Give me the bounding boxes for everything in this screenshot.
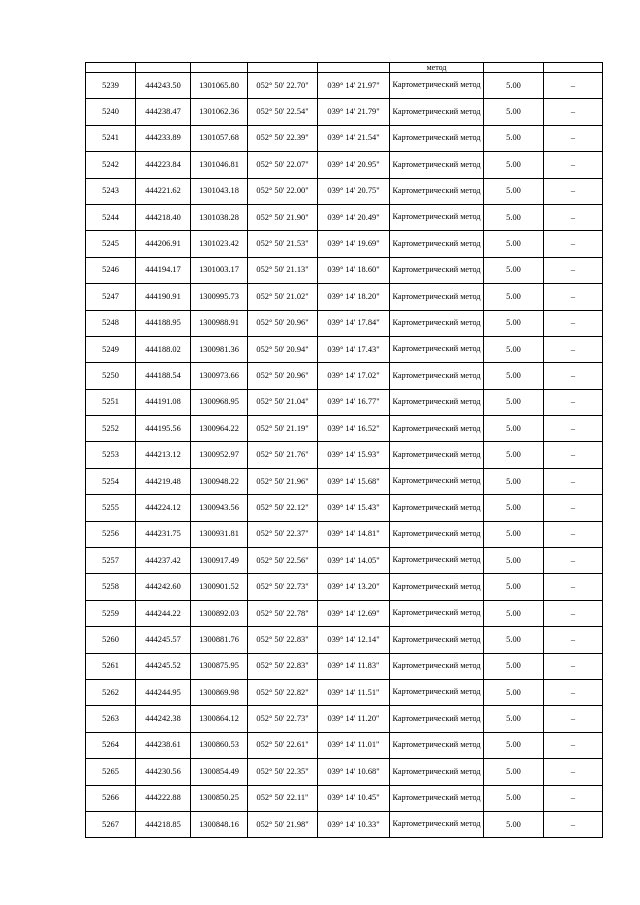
cell-x-coordinate: 444195.56 bbox=[136, 416, 191, 442]
cell-method: Картометрический метод bbox=[390, 125, 484, 151]
cell-latitude: 052° 50' 22.61" bbox=[248, 732, 318, 758]
table-row bbox=[86, 679, 603, 705]
cell-point-number: 5260 bbox=[86, 627, 136, 653]
table-body bbox=[86, 63, 603, 838]
cell-x-coordinate: 444244.22 bbox=[136, 600, 191, 626]
cell-y-coordinate: 1300973.66 bbox=[191, 363, 248, 389]
cell-accuracy: 5.00 bbox=[484, 785, 544, 811]
cell-latitude: 052° 50' 22.70" bbox=[248, 73, 318, 99]
cell-y-coordinate: 1300948.22 bbox=[191, 468, 248, 494]
cell-accuracy: 5.00 bbox=[484, 73, 544, 99]
cell-accuracy: 5.00 bbox=[484, 653, 544, 679]
cell-longitude: 039° 14' 21.54" bbox=[318, 125, 390, 151]
cell-point-number: 5243 bbox=[86, 178, 136, 204]
cell-point-number: 5258 bbox=[86, 574, 136, 600]
cell-point-number: 5239 bbox=[86, 73, 136, 99]
cell-accuracy: 5.00 bbox=[484, 468, 544, 494]
cell-longitude: 039° 14' 10.33" bbox=[318, 811, 390, 837]
cell-latitude: 052° 50' 22.11" bbox=[248, 785, 318, 811]
cell-x-coordinate: 444188.54 bbox=[136, 363, 191, 389]
cell-point-number: 5245 bbox=[86, 231, 136, 257]
cell-point-number: 5246 bbox=[86, 257, 136, 283]
cell-point-number: 5264 bbox=[86, 732, 136, 758]
cell-point-number: 5249 bbox=[86, 336, 136, 362]
cell-longitude: 039° 14' 21.79" bbox=[318, 99, 390, 125]
table-row bbox=[86, 495, 603, 521]
cell-accuracy: 5.00 bbox=[484, 204, 544, 230]
cell-point-number: 5257 bbox=[86, 548, 136, 574]
cell-x-coordinate: 444243.50 bbox=[136, 73, 191, 99]
cell-y-coordinate: 1300988.91 bbox=[191, 310, 248, 336]
cell-x-coordinate: 444245.52 bbox=[136, 653, 191, 679]
cell-x-coordinate: 444242.60 bbox=[136, 574, 191, 600]
cell-y-coordinate: 1300848.16 bbox=[191, 811, 248, 837]
cell-point-number: 5262 bbox=[86, 679, 136, 705]
cell-note: – bbox=[544, 99, 603, 125]
cell-longitude: 039° 14' 16.52" bbox=[318, 416, 390, 442]
table-row bbox=[86, 310, 603, 336]
cell-y-coordinate: 1300881.76 bbox=[191, 627, 248, 653]
cell-note: – bbox=[544, 574, 603, 600]
cell-accuracy: 5.00 bbox=[484, 336, 544, 362]
cell-note: – bbox=[544, 627, 603, 653]
table-row bbox=[86, 152, 603, 178]
cell-note: – bbox=[544, 257, 603, 283]
cell-y-coordinate: 1300943.56 bbox=[191, 495, 248, 521]
table-row bbox=[86, 600, 603, 626]
cell-method: Картометрический метод bbox=[390, 759, 484, 785]
cell-point-number: 5266 bbox=[86, 785, 136, 811]
cell-method: Картометрический метод bbox=[390, 468, 484, 494]
cell-note: – bbox=[544, 759, 603, 785]
cell-point-number: 5242 bbox=[86, 152, 136, 178]
cell-accuracy: 5.00 bbox=[484, 284, 544, 310]
table-row-continuation bbox=[86, 63, 603, 73]
cell-y-coordinate: 1300864.12 bbox=[191, 706, 248, 732]
cell-longitude: 039° 14' 20.49" bbox=[318, 204, 390, 230]
cell-x-coordinate: 444221.62 bbox=[136, 178, 191, 204]
cell-latitude: 052° 50' 22.12" bbox=[248, 495, 318, 521]
cell-longitude: 039° 14' 14.05" bbox=[318, 548, 390, 574]
cell-point-number: 5254 bbox=[86, 468, 136, 494]
cell-point-number: 5251 bbox=[86, 389, 136, 415]
table-row bbox=[86, 99, 603, 125]
cell-accuracy: 5.00 bbox=[484, 706, 544, 732]
table-row bbox=[86, 574, 603, 600]
table-row bbox=[86, 732, 603, 758]
cell-method: Картометрический метод bbox=[390, 548, 484, 574]
cell-accuracy: 5.00 bbox=[484, 679, 544, 705]
cell-latitude: 052° 50' 22.73" bbox=[248, 574, 318, 600]
cell-x-coordinate: 444242.38 bbox=[136, 706, 191, 732]
cell-y-coordinate: 1300964.22 bbox=[191, 416, 248, 442]
cell-point-number: 5261 bbox=[86, 653, 136, 679]
cell-empty bbox=[544, 63, 603, 73]
cell-longitude: 039° 14' 18.20" bbox=[318, 284, 390, 310]
cell-accuracy: 5.00 bbox=[484, 442, 544, 468]
cell-y-coordinate: 1300917.49 bbox=[191, 548, 248, 574]
cell-empty bbox=[191, 63, 248, 73]
cell-y-coordinate: 1300952.97 bbox=[191, 442, 248, 468]
cell-y-coordinate: 1300854.49 bbox=[191, 759, 248, 785]
table-row bbox=[86, 73, 603, 99]
cell-x-coordinate: 444238.61 bbox=[136, 732, 191, 758]
cell-longitude: 039° 14' 10.45" bbox=[318, 785, 390, 811]
cell-longitude: 039° 14' 17.84" bbox=[318, 310, 390, 336]
cell-longitude: 039° 14' 12.69" bbox=[318, 600, 390, 626]
cell-empty bbox=[318, 63, 390, 73]
cell-note: – bbox=[544, 284, 603, 310]
table-row bbox=[86, 389, 603, 415]
cell-latitude: 052° 50' 21.53" bbox=[248, 231, 318, 257]
cell-note: – bbox=[544, 231, 603, 257]
cell-accuracy: 5.00 bbox=[484, 521, 544, 547]
cell-accuracy: 5.00 bbox=[484, 548, 544, 574]
cell-note: – bbox=[544, 706, 603, 732]
cell-note: – bbox=[544, 152, 603, 178]
cell-note: – bbox=[544, 468, 603, 494]
cell-longitude: 039° 14' 13.20" bbox=[318, 574, 390, 600]
cell-method: Картометрический метод bbox=[390, 653, 484, 679]
table-row bbox=[86, 548, 603, 574]
cell-x-coordinate: 444224.12 bbox=[136, 495, 191, 521]
cell-accuracy: 5.00 bbox=[484, 99, 544, 125]
cell-longitude: 039° 14' 15.68" bbox=[318, 468, 390, 494]
cell-longitude: 039° 14' 17.43" bbox=[318, 336, 390, 362]
cell-y-coordinate: 1300981.36 bbox=[191, 336, 248, 362]
cell-x-coordinate: 444213.12 bbox=[136, 442, 191, 468]
cell-point-number: 5250 bbox=[86, 363, 136, 389]
cell-latitude: 052° 50' 22.39" bbox=[248, 125, 318, 151]
cell-y-coordinate: 1300995.73 bbox=[191, 284, 248, 310]
cell-longitude: 039° 14' 10.68" bbox=[318, 759, 390, 785]
cell-method: Картометрический метод bbox=[390, 732, 484, 758]
cell-longitude: 039° 14' 11.83" bbox=[318, 653, 390, 679]
cell-y-coordinate: 1301023.42 bbox=[191, 231, 248, 257]
cell-note: – bbox=[544, 178, 603, 204]
cell-point-number: 5267 bbox=[86, 811, 136, 837]
table-row bbox=[86, 468, 603, 494]
cell-point-number: 5256 bbox=[86, 521, 136, 547]
cell-note: – bbox=[544, 416, 603, 442]
cell-latitude: 052° 50' 22.56" bbox=[248, 548, 318, 574]
cell-x-coordinate: 444194.17 bbox=[136, 257, 191, 283]
table-row bbox=[86, 204, 603, 230]
cell-y-coordinate: 1301046.81 bbox=[191, 152, 248, 178]
cell-latitude: 052° 50' 22.83" bbox=[248, 627, 318, 653]
cell-point-number: 5259 bbox=[86, 600, 136, 626]
cell-note: – bbox=[544, 495, 603, 521]
cell-accuracy: 5.00 bbox=[484, 416, 544, 442]
cell-point-number: 5253 bbox=[86, 442, 136, 468]
cell-accuracy: 5.00 bbox=[484, 363, 544, 389]
cell-longitude: 039° 14' 11.20" bbox=[318, 706, 390, 732]
cell-method: Картометрический метод bbox=[390, 363, 484, 389]
table-row bbox=[86, 178, 603, 204]
cell-point-number: 5248 bbox=[86, 310, 136, 336]
cell-x-coordinate: 444238.47 bbox=[136, 99, 191, 125]
cell-method: Картометрический метод bbox=[390, 310, 484, 336]
table-row bbox=[86, 231, 603, 257]
cell-longitude: 039° 14' 18.60" bbox=[318, 257, 390, 283]
table-row bbox=[86, 284, 603, 310]
cell-longitude: 039° 14' 12.14" bbox=[318, 627, 390, 653]
cell-y-coordinate: 1300968.95 bbox=[191, 389, 248, 415]
table-row bbox=[86, 125, 603, 151]
cell-note: – bbox=[544, 125, 603, 151]
cell-y-coordinate: 1300931.81 bbox=[191, 521, 248, 547]
cell-note: – bbox=[544, 310, 603, 336]
cell-y-coordinate: 1301038.28 bbox=[191, 204, 248, 230]
cell-y-coordinate: 1301043.18 bbox=[191, 178, 248, 204]
cell-latitude: 052° 50' 22.37" bbox=[248, 521, 318, 547]
cell-accuracy: 5.00 bbox=[484, 389, 544, 415]
cell-note: – bbox=[544, 548, 603, 574]
cell-method: Картометрический метод bbox=[390, 811, 484, 837]
cell-point-number: 5252 bbox=[86, 416, 136, 442]
cell-x-coordinate: 444218.40 bbox=[136, 204, 191, 230]
cell-method: Картометрический метод bbox=[390, 99, 484, 125]
cell-method: Картометрический метод bbox=[390, 178, 484, 204]
cell-method: Картометрический метод bbox=[390, 389, 484, 415]
cell-latitude: 052° 50' 20.96" bbox=[248, 363, 318, 389]
cell-x-coordinate: 444190.91 bbox=[136, 284, 191, 310]
cell-accuracy: 5.00 bbox=[484, 574, 544, 600]
cell-accuracy: 5.00 bbox=[484, 811, 544, 837]
cell-latitude: 052° 50' 20.94" bbox=[248, 336, 318, 362]
cell-accuracy: 5.00 bbox=[484, 152, 544, 178]
table-row bbox=[86, 521, 603, 547]
cell-latitude: 052° 50' 22.07" bbox=[248, 152, 318, 178]
table-row bbox=[86, 257, 603, 283]
table-row bbox=[86, 706, 603, 732]
cell-y-coordinate: 1301062.36 bbox=[191, 99, 248, 125]
cell-latitude: 052° 50' 21.90" bbox=[248, 204, 318, 230]
cell-x-coordinate: 444222.88 bbox=[136, 785, 191, 811]
cell-y-coordinate: 1300850.25 bbox=[191, 785, 248, 811]
cell-y-coordinate: 1301003.17 bbox=[191, 257, 248, 283]
cell-x-coordinate: 444233.89 bbox=[136, 125, 191, 151]
cell-accuracy: 5.00 bbox=[484, 310, 544, 336]
cell-longitude: 039° 14' 19.69" bbox=[318, 231, 390, 257]
cell-method: Картометрический метод bbox=[390, 495, 484, 521]
cell-latitude: 052° 50' 22.78" bbox=[248, 600, 318, 626]
cell-accuracy: 5.00 bbox=[484, 231, 544, 257]
cell-method: Картометрический метод bbox=[390, 706, 484, 732]
cell-point-number: 5265 bbox=[86, 759, 136, 785]
cell-empty bbox=[248, 63, 318, 73]
cell-note: – bbox=[544, 785, 603, 811]
cell-x-coordinate: 444206.91 bbox=[136, 231, 191, 257]
table-row bbox=[86, 336, 603, 362]
cell-method: Картометрический метод bbox=[390, 442, 484, 468]
cell-method: Картометрический метод bbox=[390, 73, 484, 99]
cell-y-coordinate: 1300901.52 bbox=[191, 574, 248, 600]
cell-latitude: 052° 50' 21.02" bbox=[248, 284, 318, 310]
cell-method: Картометрический метод bbox=[390, 231, 484, 257]
cell-longitude: 039° 14' 20.95" bbox=[318, 152, 390, 178]
cell-accuracy: 5.00 bbox=[484, 495, 544, 521]
cell-y-coordinate: 1300869.98 bbox=[191, 679, 248, 705]
cell-longitude: 039° 14' 15.43" bbox=[318, 495, 390, 521]
cell-x-coordinate: 444219.48 bbox=[136, 468, 191, 494]
cell-note: – bbox=[544, 811, 603, 837]
cell-point-number: 5247 bbox=[86, 284, 136, 310]
cell-note: – bbox=[544, 389, 603, 415]
cell-longitude: 039° 14' 15.93" bbox=[318, 442, 390, 468]
cell-note: – bbox=[544, 521, 603, 547]
cell-longitude: 039° 14' 16.77" bbox=[318, 389, 390, 415]
cell-empty bbox=[86, 63, 136, 73]
cell-accuracy: 5.00 bbox=[484, 600, 544, 626]
cell-x-coordinate: 444223.84 bbox=[136, 152, 191, 178]
cell-x-coordinate: 444231.75 bbox=[136, 521, 191, 547]
table-row bbox=[86, 653, 603, 679]
cell-method: Картометрический метод bbox=[390, 679, 484, 705]
cell-point-number: 5240 bbox=[86, 99, 136, 125]
cell-latitude: 052° 50' 22.73" bbox=[248, 706, 318, 732]
cell-method: Картометрический метод bbox=[390, 284, 484, 310]
cell-accuracy: 5.00 bbox=[484, 257, 544, 283]
cell-x-coordinate: 444245.57 bbox=[136, 627, 191, 653]
cell-y-coordinate: 1300875.95 bbox=[191, 653, 248, 679]
cell-note: – bbox=[544, 336, 603, 362]
cell-method: Картометрический метод bbox=[390, 204, 484, 230]
cell-note: – bbox=[544, 732, 603, 758]
cell-note: – bbox=[544, 363, 603, 389]
cell-latitude: 052° 50' 21.76" bbox=[248, 442, 318, 468]
cell-method: Картометрический метод bbox=[390, 574, 484, 600]
cell-method: Картометрический метод bbox=[390, 257, 484, 283]
cell-point-number: 5255 bbox=[86, 495, 136, 521]
cell-x-coordinate: 444237.42 bbox=[136, 548, 191, 574]
cell-x-coordinate: 444191.08 bbox=[136, 389, 191, 415]
cell-latitude: 052° 50' 22.83" bbox=[248, 653, 318, 679]
table-row bbox=[86, 785, 603, 811]
cell-latitude: 052° 50' 21.04" bbox=[248, 389, 318, 415]
cell-latitude: 052° 50' 22.35" bbox=[248, 759, 318, 785]
cell-x-coordinate: 444230.56 bbox=[136, 759, 191, 785]
cell-y-coordinate: 1300892.03 bbox=[191, 600, 248, 626]
cell-point-number: 5263 bbox=[86, 706, 136, 732]
cell-latitude: 052° 50' 20.96" bbox=[248, 310, 318, 336]
cell-x-coordinate: 444188.02 bbox=[136, 336, 191, 362]
cell-y-coordinate: 1301057.68 bbox=[191, 125, 248, 151]
coordinates-table bbox=[85, 62, 603, 838]
cell-note: – bbox=[544, 204, 603, 230]
cell-empty bbox=[484, 63, 544, 73]
cell-longitude: 039° 14' 17.02" bbox=[318, 363, 390, 389]
table-row bbox=[86, 363, 603, 389]
table-row bbox=[86, 811, 603, 837]
cell-latitude: 052° 50' 21.19" bbox=[248, 416, 318, 442]
cell-note: – bbox=[544, 600, 603, 626]
cell-method: Картометрический метод bbox=[390, 785, 484, 811]
cell-point-number: 5244 bbox=[86, 204, 136, 230]
cell-longitude: 039° 14' 14.81" bbox=[318, 521, 390, 547]
cell-x-coordinate: 444218.85 bbox=[136, 811, 191, 837]
cell-latitude: 052° 50' 21.96" bbox=[248, 468, 318, 494]
table-row bbox=[86, 442, 603, 468]
cell-accuracy: 5.00 bbox=[484, 732, 544, 758]
cell-accuracy: 5.00 bbox=[484, 178, 544, 204]
cell-note: – bbox=[544, 679, 603, 705]
cell-method: Картометрический метод bbox=[390, 600, 484, 626]
table-row bbox=[86, 416, 603, 442]
cell-accuracy: 5.00 bbox=[484, 125, 544, 151]
cell-y-coordinate: 1301065.80 bbox=[191, 73, 248, 99]
cell-note: – bbox=[544, 442, 603, 468]
cell-x-coordinate: 444188.95 bbox=[136, 310, 191, 336]
cell-longitude: 039° 14' 20.75" bbox=[318, 178, 390, 204]
table-row bbox=[86, 759, 603, 785]
cell-latitude: 052° 50' 21.98" bbox=[248, 811, 318, 837]
cell-longitude: 039° 14' 11.51" bbox=[318, 679, 390, 705]
cell-point-number: 5241 bbox=[86, 125, 136, 151]
cell-empty bbox=[136, 63, 191, 73]
cell-latitude: 052° 50' 22.54" bbox=[248, 99, 318, 125]
cell-method: Картометрический метод bbox=[390, 416, 484, 442]
cell-latitude: 052° 50' 22.00" bbox=[248, 178, 318, 204]
cell-longitude: 039° 14' 11.01" bbox=[318, 732, 390, 758]
cell-longitude: 039° 14' 21.97" bbox=[318, 73, 390, 99]
cell-accuracy: 5.00 bbox=[484, 627, 544, 653]
cell-note: – bbox=[544, 653, 603, 679]
cell-y-coordinate: 1300860.53 bbox=[191, 732, 248, 758]
cell-x-coordinate: 444244.95 bbox=[136, 679, 191, 705]
cell-latitude: 052° 50' 21.13" bbox=[248, 257, 318, 283]
cell-method: Картометрический метод bbox=[390, 152, 484, 178]
cell-method: Картометрический метод bbox=[390, 336, 484, 362]
cell-latitude: 052° 50' 22.82" bbox=[248, 679, 318, 705]
table-row bbox=[86, 627, 603, 653]
cell-accuracy: 5.00 bbox=[484, 759, 544, 785]
cell-method-continuation: метод bbox=[390, 63, 484, 73]
cell-method: Картометрический метод bbox=[390, 627, 484, 653]
cell-method: Картометрический метод bbox=[390, 521, 484, 547]
cell-note: – bbox=[544, 73, 603, 99]
